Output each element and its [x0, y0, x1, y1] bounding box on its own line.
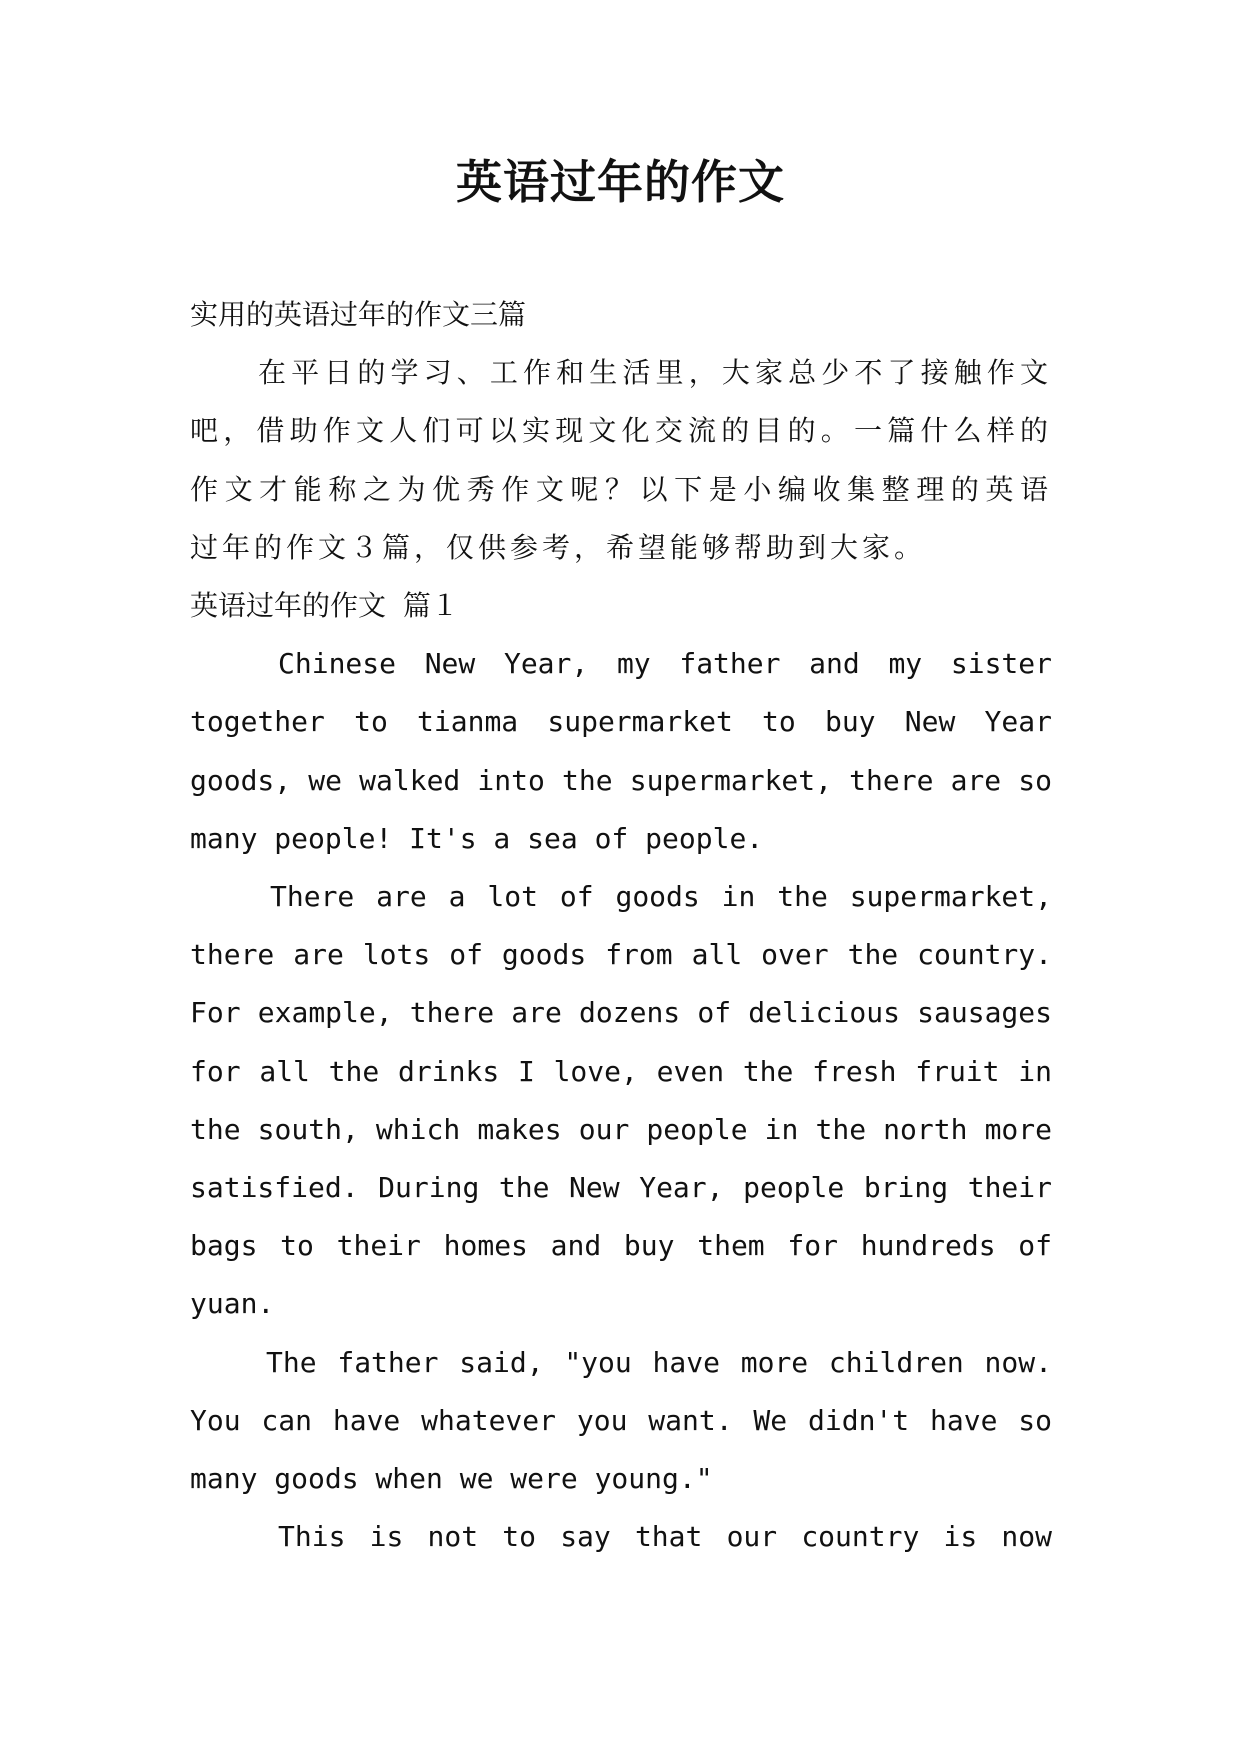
paragraph-line: This is not to say that our country is now — [278, 1520, 1052, 1554]
paragraph-line: there are lots of goods from all over the country. — [190, 938, 1052, 972]
section-heading: 英语过年的作文 篇１ — [190, 589, 459, 623]
paragraph-line: for all the drinks I love, even the fresh fruit in — [190, 1054, 1052, 1088]
document-body — [190, 286, 1052, 1566]
subtitle-line: 实用的英语过年的作文三篇 — [190, 298, 527, 331]
paragraph-line: goods, we walked into the supermarket, there are so — [190, 763, 1052, 797]
paragraph-line: many goods when we were young." — [190, 1462, 713, 1496]
paragraph-line: There are a lot of goods in the supermarket, — [270, 880, 1052, 914]
paragraph-line: 在平日的学习、工作和生活里，大家总少不了接触作文 — [258, 356, 1052, 390]
paragraph-line: The father said, "you have more children now. — [266, 1345, 1052, 1379]
paragraph-line: Chinese New Year, my father and my sister — [278, 647, 1052, 681]
paragraph-line: bags to their homes and buy them for hundreds of — [190, 1229, 1052, 1263]
paragraph-line: many people! It's a sea of people. — [190, 821, 764, 855]
paragraph-line: yuan. — [190, 1287, 275, 1321]
paragraph-line: 作文才能称之为优秀作文呢？以下是小编收集整理的英语 — [190, 472, 1052, 506]
document-title: 英语过年的作文 — [456, 155, 785, 209]
paragraph-line: the south, which makes our people in the north more — [190, 1112, 1052, 1146]
paragraph-line: You can have whatever you want. We didn't have so — [190, 1403, 1052, 1437]
paragraph-line: satisfied. During the New Year, people bring their — [190, 1171, 1052, 1205]
paragraph-line: 吧，借助作文人们可以实现文化交流的目的。一篇什么样的 — [190, 414, 1052, 448]
paragraph-line: 过年的作文３篇，仅供参考，希望能够帮助到大家。 — [190, 530, 927, 564]
paragraph-line: together to tianma supermarket to buy New Year — [190, 705, 1052, 739]
paragraph-line: For example, there are dozens of delicious sausages — [190, 996, 1052, 1030]
